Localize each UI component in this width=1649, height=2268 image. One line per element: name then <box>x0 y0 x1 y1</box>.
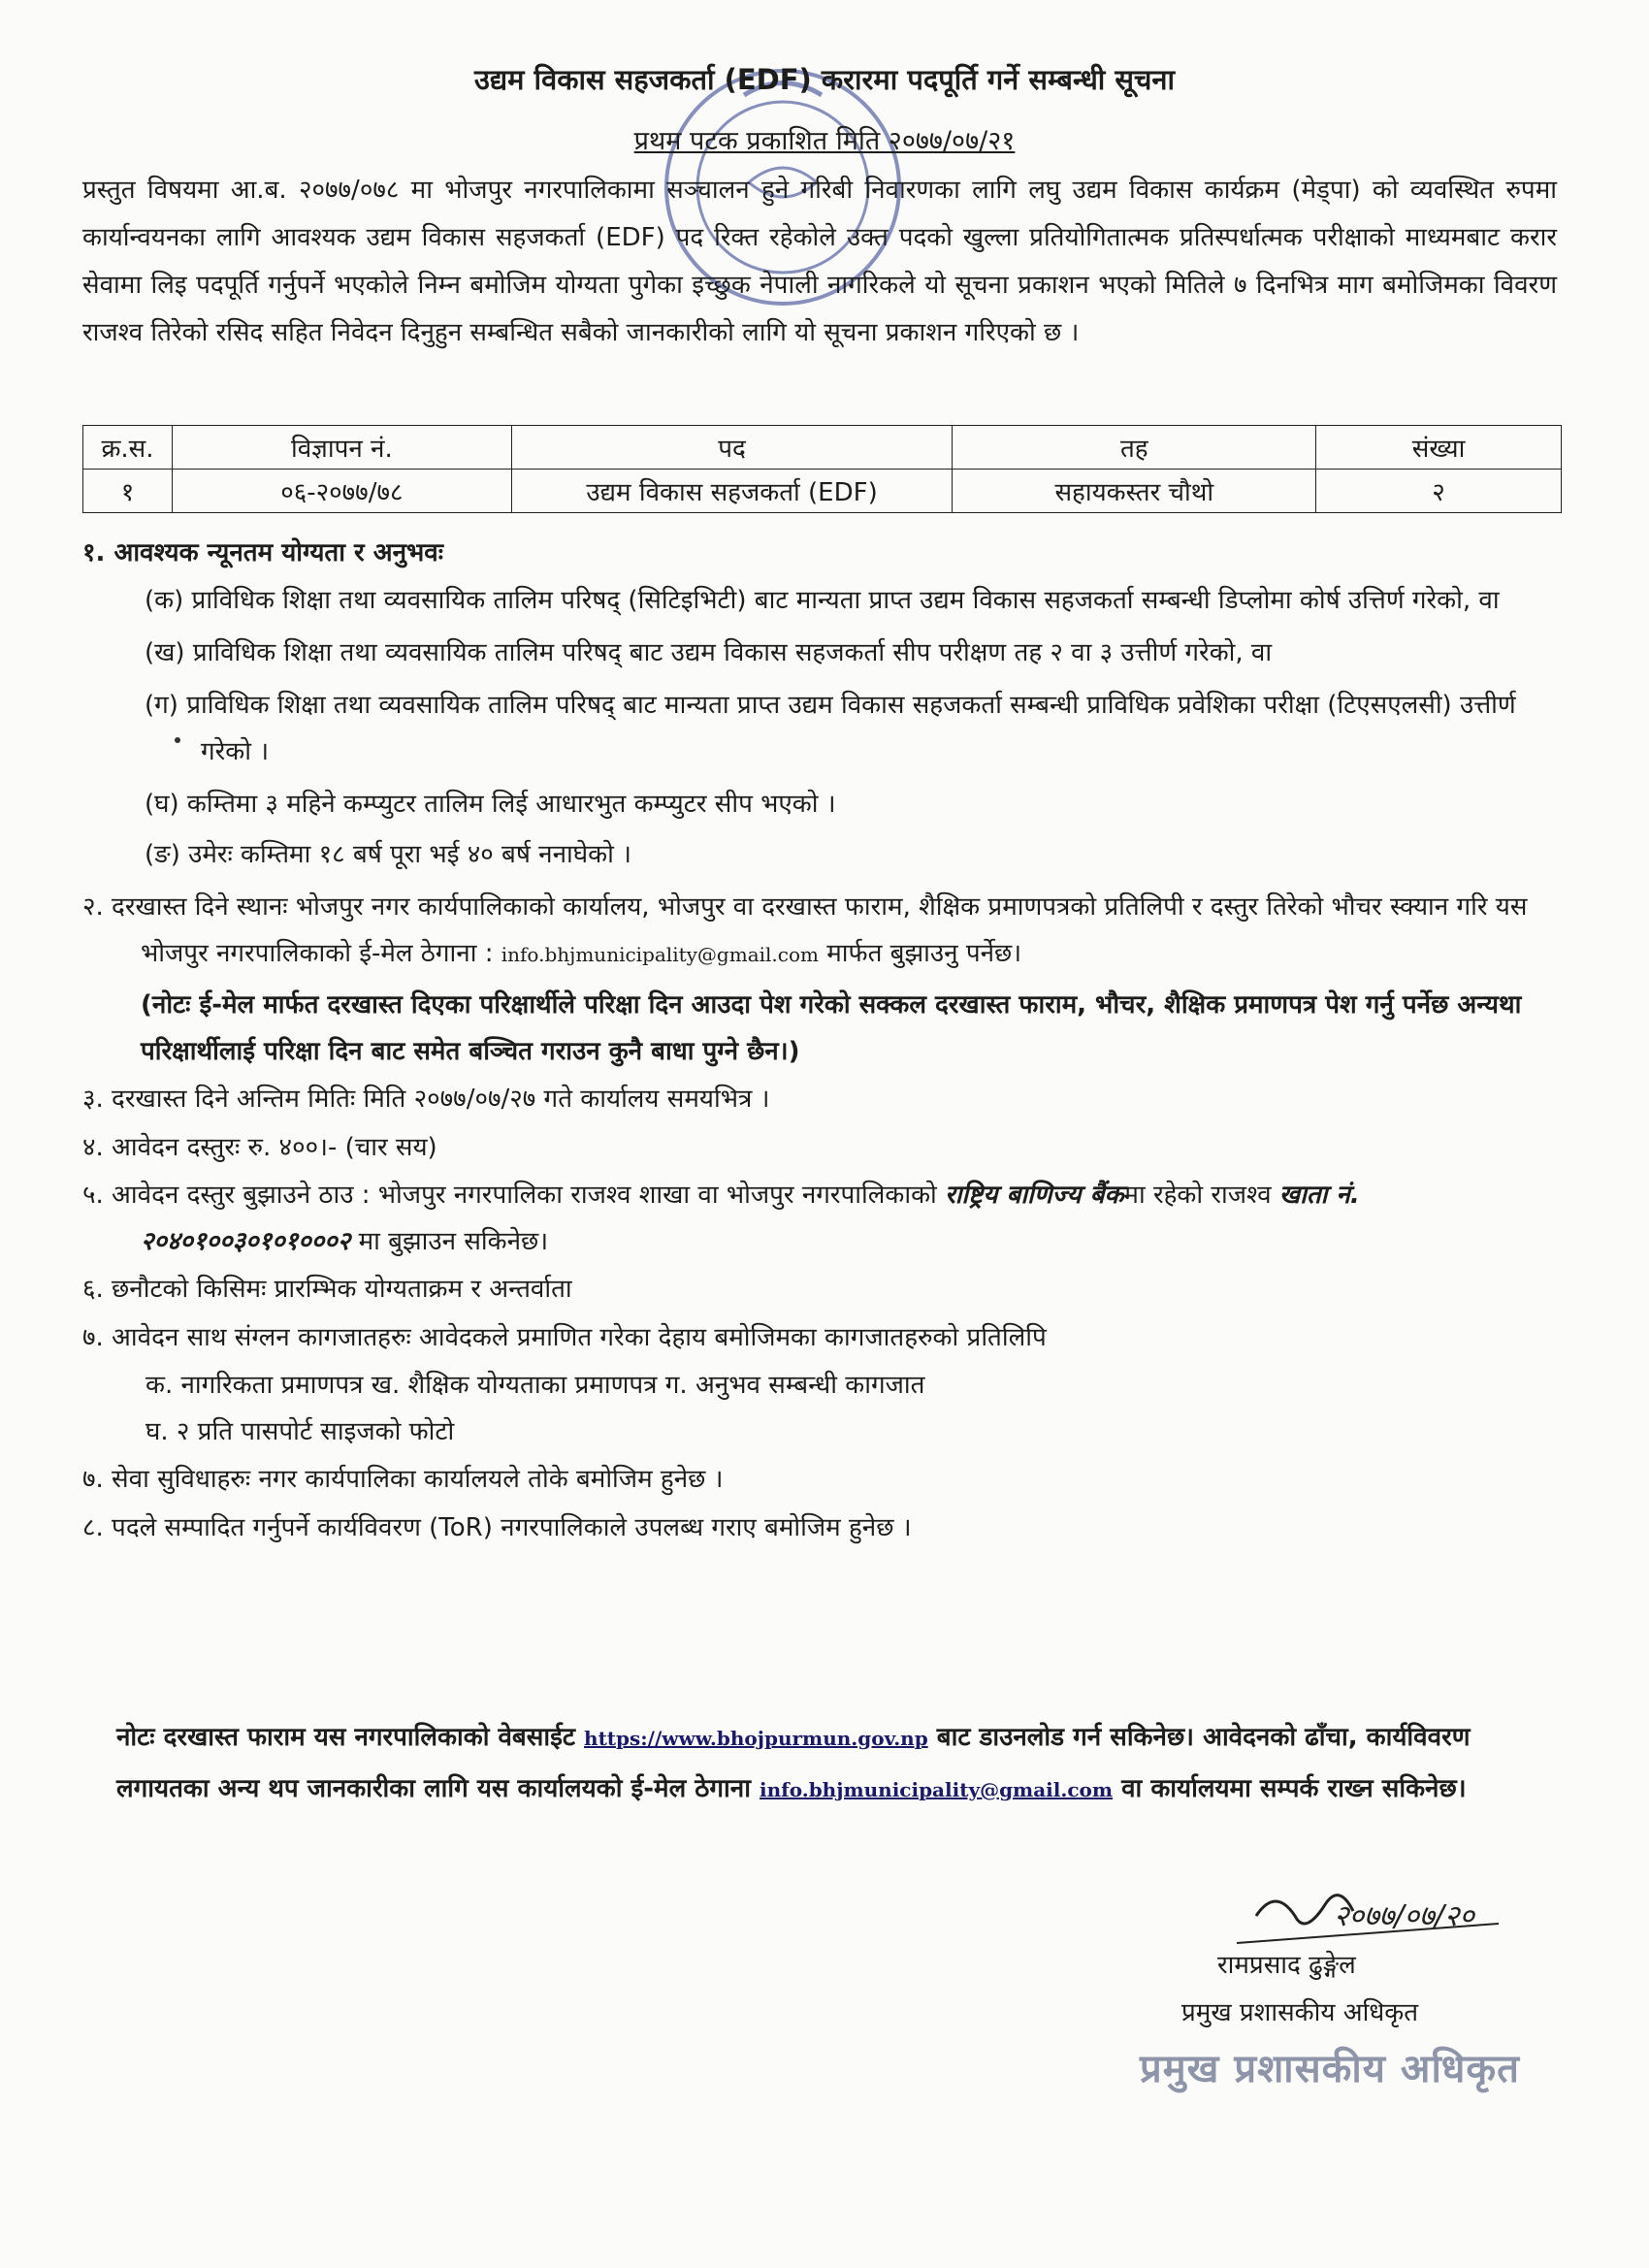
designation-seal: प्रमुख प्रशासकीय अधिकृत <box>1140 2047 1520 2091</box>
documents-line: घ. २ प्रति पासपोर्ट साइजको फोटो <box>146 1417 455 1446</box>
table-cell: उद्यम विकास सहजकर्ता (EDF) <box>511 470 953 513</box>
table-cell: १ <box>83 470 173 513</box>
documents-line: क. नागरिकता प्रमाणपत्र ख. शैक्षिक योग्यताका प्रमाणपत्र ग. अनुभव सम्बन्धी कागजात <box>146 1371 925 1400</box>
requirements-list <box>82 529 1562 1552</box>
notice-title: उद्यम विकास सहजकर्ता (EDF) करारमा पदपूर्ति गर्ने सम्बन्धी सूचना <box>473 63 1176 96</box>
vacancy-table <box>82 425 1562 513</box>
final-note: नोटः दरखास्त फाराम यस नगरपालिकाको वेबसाईट https://www.bhojpurmun.gov.np बाट डाउनलोड गर्न सकिनेछ। आवेदनको ढाँचा, कार्यविवरण लगायतका अन्य थप जानकारीका लागि यस कार्यालयको ई-मेल ठेगाना info.bhjmunicipality@gmail.com वा कार्यालयमा सम्पर्क राख्न सकिनेछ। <box>116 1723 1471 1803</box>
table-header: विज्ञापन नं. <box>172 426 511 470</box>
section-2: २. दरखास्त दिने स्थानः भोजपुर नगर कार्यपालिकाको कार्यालय, भोजपुर वा दरखास्त फाराम, शैक्षिक प्रमाणपत्रको प्रतिलिपी र दस्तुर तिरेको भौचर स्क्यान गरि यस भोजपुर नगरपालिकाको ई-मेल ठेगाना : info.bhjmunicipality@gmail.com मार्फत बुझाउनु पर्नेछ। <box>82 892 1528 968</box>
section-7b: ७. सेवा सुविधाहरुः नगर कार्यपालिका कार्यालयले तोके बमोजिम हुनेछ । <box>82 1465 724 1494</box>
table-header-row <box>83 426 1562 470</box>
notice-subtitle: प्रथम पटक प्रकाशित मिति २०७७/०७/२१ <box>633 126 1016 156</box>
table-header: तह <box>953 426 1316 470</box>
section-5: ५. आवेदन दस्तुर बुझाउने ठाउ : भोजपुर नगरपालिका राजश्व शाखा वा भोजपुर नगरपालिकाको राष्ट्रिय बाणिज्य बैंकमा रहेको राजश्व खाता नं. २०४०१००३०१०१०००२ मा बुझाउन सकिनेछ। <box>82 1181 1360 1256</box>
qualification-item: (घ) कम्तिमा ३ महिने कम्प्युटर तालिम लिई आधारभुत कम्प्युटर सीप भएको । <box>145 790 836 819</box>
website-link[interactable]: https://www.bhojpurmun.gov.np <box>584 1727 928 1750</box>
email-link[interactable]: info.bhjmunicipality@gmail.com <box>760 1778 1114 1801</box>
section-1-heading: १. आवश्यक न्यूनतम योग्यता र अनुभवः <box>82 538 443 567</box>
section-2-note: (नोटः ई-मेल मार्फत दरखास्त दिएका परिक्षार्थीले परिक्षा दिन आउदा पेश गरेको सक्कल दरखास्त फाराम, भौचर, शैक्षिक प्रमाणपत्र पेश गर्नु पर्नेछ अन्यथा परिक्षार्थीलाई परिक्षा दिन बाट समेत बञ्चित गराउन कुनै बाधा पुग्ने छैन।) <box>141 990 1522 1066</box>
table-row <box>83 470 1562 513</box>
section-4: ४. आवेदन दस्तुरः रु. ४००।- (चार सय) <box>82 1133 437 1162</box>
section-6: ६. छनौटको किसिमः प्रारम्भिक योग्यताक्रम र अन्तर्वाता <box>82 1275 572 1304</box>
bank-name: राष्ट्रिय बाणिज्य बैंक <box>945 1181 1124 1210</box>
qualification-item: (ग) प्राविधिक शिक्षा तथा व्यवसायिक तालिम परिषद् बाट मान्यता प्राप्त उद्यम विकास सहजकर्ता सम्बन्धी प्राविधिक प्रवेशिका परीक्षा (टिएसएलसी) उत्तीर्ण गरेको । <box>145 691 1516 766</box>
qualification-item: (ङ) उमेरः कम्तिमा १८ बर्ष पूरा भई ४० बर्ष ननाघेको । <box>145 840 631 869</box>
table-header: पद <box>511 426 953 470</box>
qualification-item: (ख) प्राविधिक शिक्षा तथा व्यवसायिक तालिम परिषद् बाट उद्यम विकास सहजकर्ता सीप परीक्षण तह २ वा ३ उत्तीर्ण गरेको, वा <box>145 638 1273 667</box>
section-8: ८. पदले सम्पादित गर्नुपर्ने कार्यविवरण (ToR) नगरपालिकाले उपलब्ध गराए बमोजिम हुनेछ । <box>82 1513 912 1542</box>
table-cell: सहायकस्तर चौथो <box>953 470 1316 513</box>
table-cell: ०६-२०७७/७८ <box>172 470 511 513</box>
signatory-title: प्रमुख प्रशासकीय अधिकृत <box>1181 1998 1419 2027</box>
table-header: संख्या <box>1316 426 1562 470</box>
signatory-name: रामप्रसाद ढुङ्गेल <box>1217 1951 1356 1980</box>
intro-paragraph: प्रस्तुत विषयमा आ.ब. २०७७/०७८ मा भोजपुर नगरपालिकामा सञ्चालन हुने गरिबी निवारणका लागि लघु उद्यम विकास कार्यक्रम (मेड्पा) को व्यवस्थित रुपमा कार्यान्वयनका लागि आवश्यक उद्यम विकास सहजकर्ता (EDF) पद रिक्त रहेकोले उक्त पदको खुल्ला प्रतियोगितात्मक प्रतिस्पर्धात्मक परीक्षाको माध्यमबाट करार सेवामा लिइ पदपूर्ति गर्नुपर्ने भएकोले निम्न बमोजिम योग्यता पुगेका इच्छुक नेपाली नागरिकले यो सूचना प्रकाशन भएको मितिले ७ दिनभित्र माग बमोजिमका विवरण राजश्व तिरेको रसिद सहित निवेदन दिनुहुन सम्बन्धित सबैको जानकारीको लागि यो सूचना प्रकाशन गरिएको छ । <box>82 176 1557 347</box>
section-3: ३. दरखास्त दिने अन्तिम मितिः मिति २०७७/०७/२७ गते कार्यालय समयभित्र । <box>82 1085 770 1114</box>
table-cell: २ <box>1316 470 1562 513</box>
account-label: खाता नं. <box>1278 1181 1360 1210</box>
section-7-heading: ७. आवेदन साथ संग्लन कागजातहरुः आवेदकले प्रमाणित गरेका देहाय बमोजिमका कागजातहरुको प्रतिलिपि <box>82 1323 1047 1352</box>
speck <box>175 737 180 743</box>
svg-text:२०७७/०७/२०: २०७७/०७/२० <box>1334 1899 1475 1933</box>
account-number: २०४०१००३०१०१०००२ <box>141 1227 351 1256</box>
handwritten-signature <box>1227 1867 1518 1955</box>
qualification-item: (क) प्राविधिक शिक्षा तथा व्यवसायिक तालिम परिषद् (सिटिइभिटी) बाट मान्यता प्राप्त उद्यम विकास सहजकर्ता सम्बन्धी डिप्लोमा कोर्ष उत्तिर्ण गरेको, वा <box>145 586 1500 615</box>
table-header: क्र.स. <box>83 426 173 470</box>
email-address[interactable]: info.bhjmunicipality@gmail.com <box>501 943 819 966</box>
